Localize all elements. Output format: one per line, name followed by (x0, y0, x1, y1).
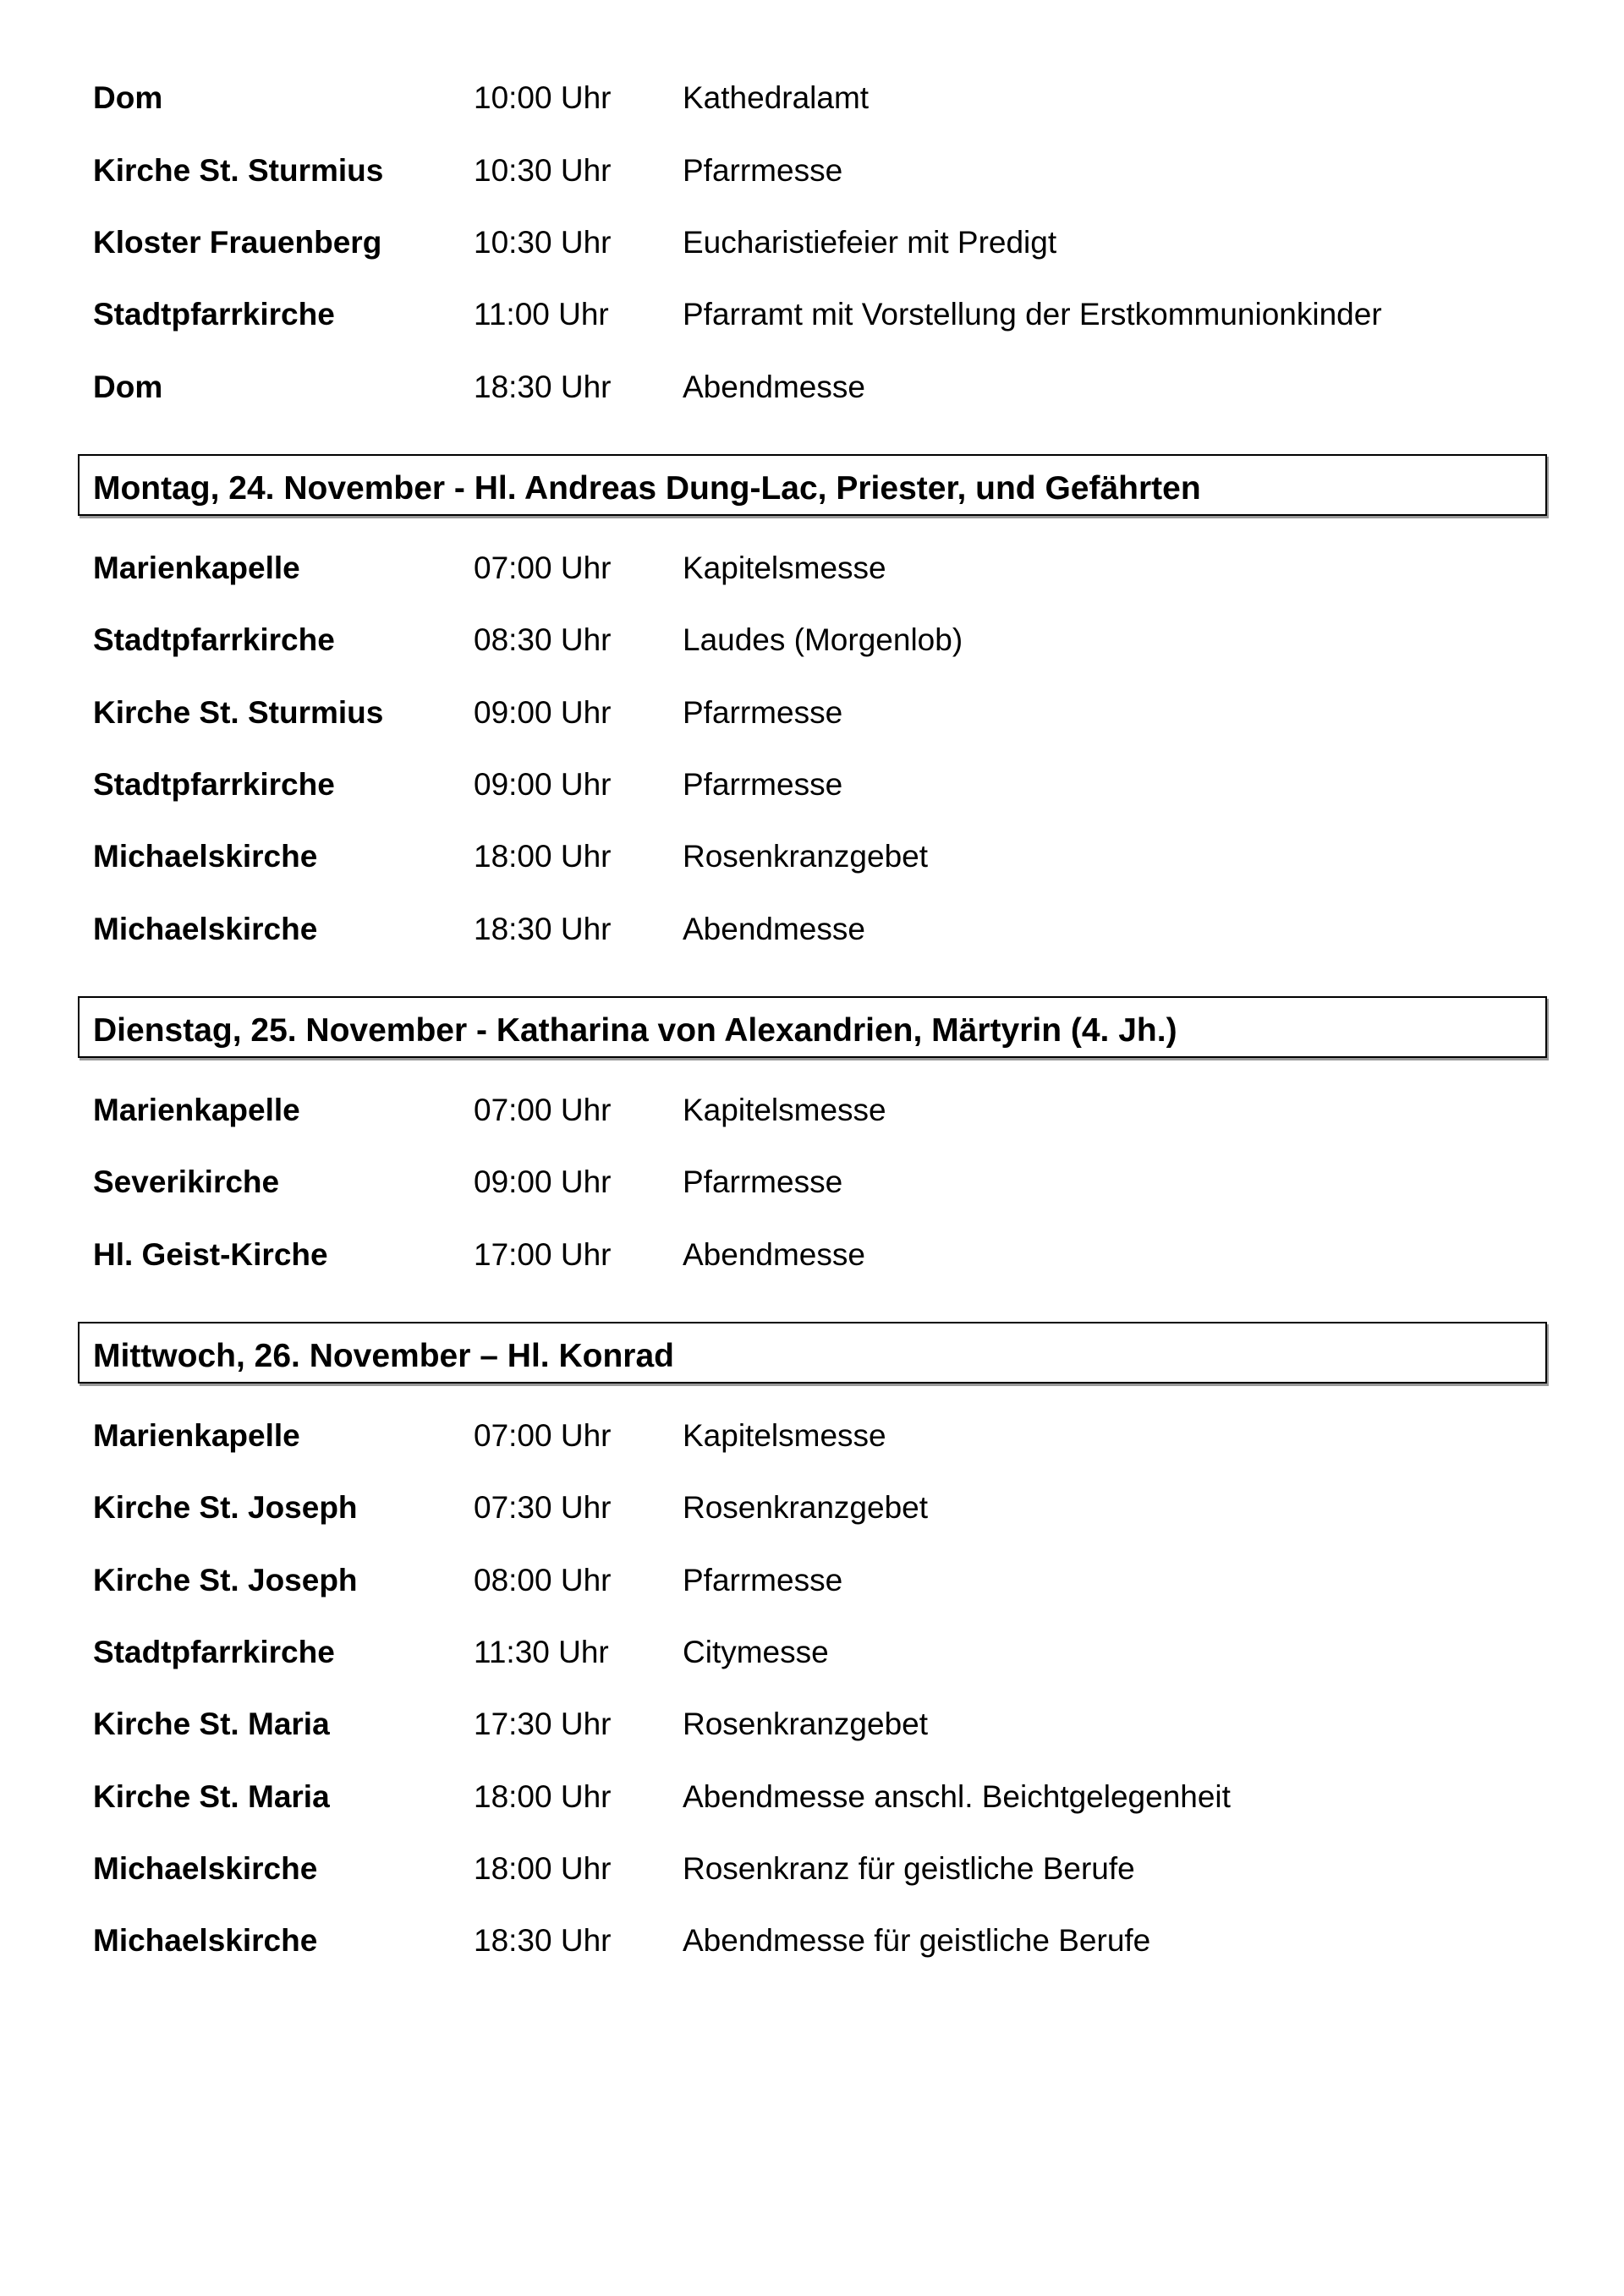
time-cell: 17:30 Uhr (474, 1707, 612, 1742)
location-cell: Kirche St. Joseph (93, 1562, 358, 1597)
service-cell: Abendmesse für geistliche Berufe (683, 1923, 1151, 1959)
section-mittwoch-rows (0, 1400, 1624, 1978)
location-cell: Michaelskirche (93, 839, 318, 874)
location-cell: Stadtpfarrkirche (93, 622, 335, 658)
schedule-row (0, 1689, 1624, 1761)
service-cell: Rosenkranz für geistliche Berufe (683, 1850, 1135, 1886)
time-cell: 10:00 Uhr (474, 80, 612, 116)
schedule-row (0, 1147, 1624, 1219)
schedule-row (0, 279, 1624, 351)
location-cell: Severikirche (93, 1164, 280, 1200)
time-cell: 18:30 Uhr (474, 1923, 612, 1959)
schedule-row (0, 533, 1624, 605)
service-cell: Pfarrmesse (683, 1164, 843, 1200)
location-cell: Michaelskirche (93, 1850, 318, 1886)
service-cell: Pfarrmesse (683, 766, 843, 802)
schedule-row (0, 605, 1624, 677)
time-cell: 18:00 Uhr (474, 1850, 612, 1886)
schedule-row (0, 677, 1624, 748)
time-cell: 11:30 Uhr (474, 1634, 609, 1669)
location-cell: Kirche St. Maria (93, 1707, 330, 1742)
service-cell: Rosenkranzgebet (683, 839, 929, 874)
schedule-row (0, 1905, 1624, 1977)
service-cell: Kathedralamt (683, 80, 870, 116)
time-cell: 09:00 Uhr (474, 766, 612, 802)
location-cell: Marienkapelle (93, 550, 300, 585)
schedule-row (0, 1400, 1624, 1472)
location-cell: Stadtpfarrkirche (93, 766, 335, 802)
service-cell: Abendmesse anschl. Beichtgelegenheit (683, 1778, 1231, 1814)
service-cell: Abendmesse (683, 1236, 865, 1272)
time-cell: 10:30 Uhr (474, 152, 612, 188)
location-cell: Dom (93, 369, 163, 404)
schedule-row (0, 134, 1624, 206)
service-cell: Kapitelsmesse (683, 550, 886, 585)
schedule-row (0, 1544, 1624, 1616)
time-cell: 18:30 Uhr (474, 911, 612, 946)
service-cell: Pfarramt mit Vorstellung der Erstkommunionkinder (683, 297, 1382, 332)
time-cell: 18:00 Uhr (474, 1778, 612, 1814)
schedule-row (0, 1833, 1624, 1905)
schedule-row (0, 351, 1624, 423)
service-cell: Pfarrmesse (683, 152, 843, 188)
schedule-row (0, 207, 1624, 279)
time-cell: 07:30 Uhr (474, 1490, 612, 1526)
service-cell: Rosenkranzgebet (683, 1707, 929, 1742)
section-dienstag-rows (0, 1075, 1624, 1291)
service-cell: Pfarrmesse (683, 694, 843, 730)
service-cell: Laudes (Morgenlob) (683, 622, 963, 658)
location-cell: Stadtpfarrkirche (93, 297, 335, 332)
time-cell: 07:00 Uhr (474, 1092, 612, 1127)
section-montag-rows (0, 533, 1624, 966)
time-cell: 09:00 Uhr (474, 694, 612, 730)
service-cell: Eucharistiefeier mit Predigt (683, 224, 1057, 260)
schedule-row (0, 1219, 1624, 1290)
location-cell: Kirche St. Maria (93, 1778, 330, 1814)
day-header-montag: Montag, 24. November - Hl. Andreas Dung-Lac, Priester, und Gefährten (78, 454, 1547, 516)
schedule-row (0, 63, 1624, 134)
time-cell: 07:00 Uhr (474, 550, 612, 585)
time-cell: 09:00 Uhr (474, 1164, 612, 1200)
time-cell: 18:00 Uhr (474, 839, 612, 874)
service-cell: Rosenkranzgebet (683, 1490, 929, 1526)
schedule-row (0, 749, 1624, 821)
location-cell: Kirche St. Sturmius (93, 152, 384, 188)
schedule-row (0, 1617, 1624, 1689)
time-cell: 08:00 Uhr (474, 1562, 612, 1597)
service-cell: Pfarrmesse (683, 1562, 843, 1597)
service-cell: Kapitelsmesse (683, 1417, 886, 1453)
day-header-dienstag: Dienstag, 25. November - Katharina von Alexandrien, Märtyrin (4. Jh.) (78, 996, 1547, 1058)
service-cell: Citymesse (683, 1634, 829, 1669)
time-cell: 11:00 Uhr (474, 297, 609, 332)
time-cell: 17:00 Uhr (474, 1236, 612, 1272)
location-cell: Kloster Frauenberg (93, 224, 382, 260)
time-cell: 08:30 Uhr (474, 622, 612, 658)
location-cell: Kirche St. Sturmius (93, 694, 384, 730)
schedule-row (0, 893, 1624, 965)
location-cell: Michaelskirche (93, 1923, 318, 1959)
location-cell: Stadtpfarrkirche (93, 1634, 335, 1669)
schedule-row (0, 1472, 1624, 1544)
schedule-row (0, 1761, 1624, 1833)
schedule-row (0, 821, 1624, 893)
location-cell: Marienkapelle (93, 1092, 300, 1127)
schedule-row (0, 1075, 1624, 1147)
day-header-mittwoch: Mittwoch, 26. November – Hl. Konrad (78, 1322, 1547, 1384)
time-cell: 10:30 Uhr (474, 224, 612, 260)
location-cell: Michaelskirche (93, 911, 318, 946)
time-cell: 18:30 Uhr (474, 369, 612, 404)
location-cell: Dom (93, 80, 163, 116)
section-sunday-rows (0, 63, 1624, 424)
location-cell: Kirche St. Joseph (93, 1490, 358, 1526)
service-cell: Abendmesse (683, 369, 865, 404)
location-cell: Marienkapelle (93, 1417, 300, 1453)
location-cell: Hl. Geist-Kirche (93, 1236, 328, 1272)
service-cell: Kapitelsmesse (683, 1092, 886, 1127)
time-cell: 07:00 Uhr (474, 1417, 612, 1453)
service-cell: Abendmesse (683, 911, 865, 946)
